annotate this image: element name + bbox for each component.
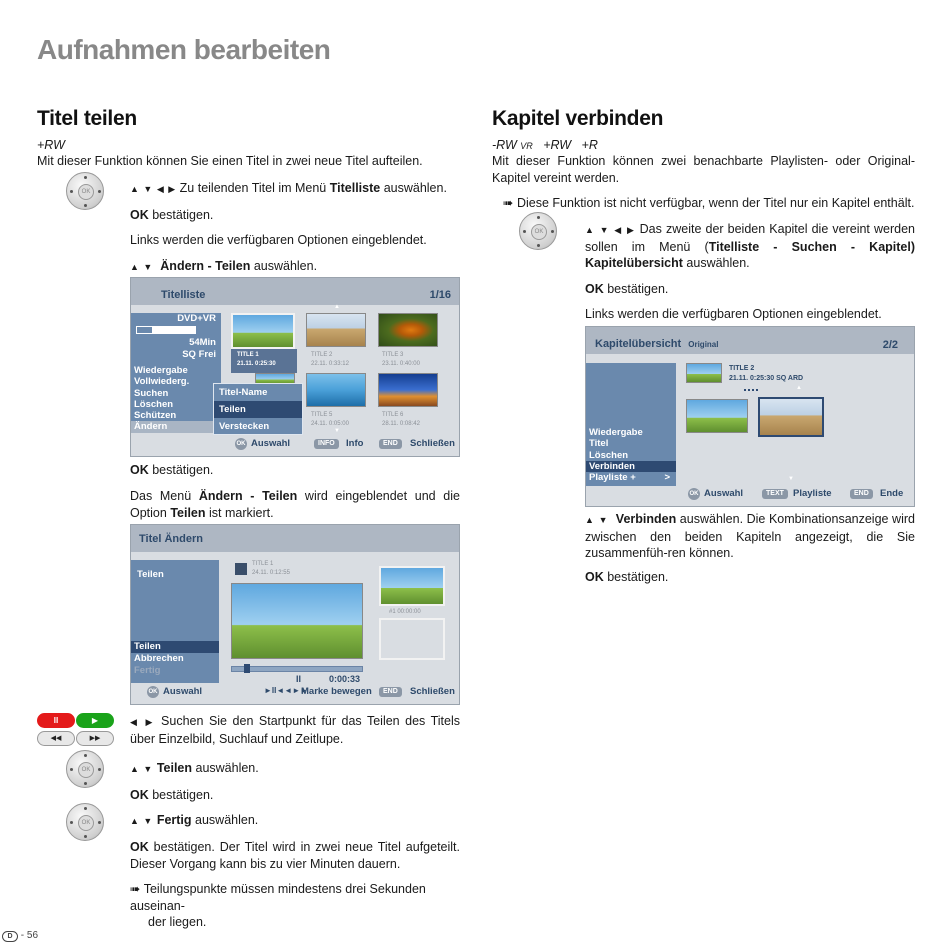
osd-menu-item-selected: Verbinden <box>586 461 676 472</box>
osd-side-panel: Wiedergabe Titel Löschen Verbinden Playliste + > <box>586 363 676 486</box>
ok-button-icon: OK <box>147 686 159 698</box>
osd-menu-item-selected: Ändern <box>131 421 221 432</box>
rewind-button-icon: ◀◀ <box>37 731 75 746</box>
step-ok-r1: OK bestätigen. <box>585 282 669 296</box>
osd-menu-item: Wiedergabe <box>134 365 188 376</box>
page-title: Aufnahmen bearbeiten <box>37 34 331 65</box>
end-key-icon: END <box>379 687 402 697</box>
remote-navigation-knob: OK <box>66 172 104 210</box>
step-select-chapter: ▲ ▼ ◀ ▶ Das zweite der beiden Kapitel die vereint werden sollen im Menü (Titelliste - Suchen - Kapitel) Kapitelübersicht auswählen. <box>585 222 916 270</box>
step-ok-r2: OK bestätigen. <box>585 570 669 584</box>
thumbnail-title-2 <box>306 313 366 347</box>
pause-button-icon: II <box>37 713 75 728</box>
disc-usage-bar <box>136 326 196 334</box>
osd-page: 1/16 <box>429 289 451 301</box>
fast-forward-button-icon: ▶▶ <box>76 731 114 746</box>
step-select-aendern: ▲ ▼ Ändern - Teilen auswählen. <box>130 259 318 273</box>
osd-page: 2/2 <box>882 339 898 351</box>
osd-side-panel: Teilen Teilen Abbrechen Fertig <box>131 560 219 683</box>
step-ok-1: OK bestätigen. <box>130 208 214 222</box>
ok-button-icon: OK <box>235 438 247 450</box>
intro-text: Mit dieser Funktion können Sie einen Titel in zwei neue Titel aufteilen. <box>37 154 423 168</box>
note-arrow-icon: ➠ <box>130 882 141 896</box>
thumbnail-title-1 <box>231 313 295 349</box>
osd-title: Kapitelübersicht Original <box>595 338 719 350</box>
osd-menu-item: Schützen <box>134 410 177 422</box>
format-label: +RW <box>37 138 65 152</box>
seek-text: ◀ ▶ Suchen Sie den Startpunkt für das Teilen des Titels über Einzelbild, Suchlauf und Zeitlupe. <box>130 714 460 746</box>
arrow-keys-icon: ▲ ▼ ◀ ▶ <box>585 225 636 235</box>
up-down-arrows-icon: ▲ ▼ <box>585 515 609 525</box>
step-options-r: Links werden die verfügbaren Optionen eingeblendet. <box>585 307 882 321</box>
text-key-icon: TEXT <box>762 489 788 499</box>
split-thumbnail <box>379 566 445 606</box>
remote-navigation-knob: OK <box>519 212 557 250</box>
arrow-keys-icon: ▲ ▼ ◀ ▶ <box>130 184 177 194</box>
video-preview <box>231 583 363 659</box>
note-arrow-icon: ➠ <box>503 196 514 210</box>
split-thumbnail-empty <box>379 618 445 660</box>
step-options: Links werden die verfügbaren Optionen eingeblendet. <box>130 233 427 247</box>
timeline-bar <box>231 666 363 672</box>
end-key-icon: END <box>850 489 873 499</box>
note-not-available: ➠ Diese Funktion ist nicht verfügbar, wenn der Titel nur ein Kapitel enthält. <box>503 196 915 210</box>
thumbnail-title-3 <box>378 313 438 347</box>
play-button-icon: ▶ <box>76 713 114 728</box>
clapperboard-icon <box>235 563 247 575</box>
step-select-teilen: ▲ ▼ Teilen auswählen. <box>130 761 259 775</box>
final-text: OK bestätigen. Der Titel wird in zwei neue Titel aufgeteilt. Dieser Vorgang kann bis zu vier Minuten dauern. <box>130 840 460 871</box>
step-select-title: ▲ ▼ ◀ ▶ Zu teilenden Titel im Menü Titelliste auswählen. <box>130 181 447 195</box>
osd-submenu-selected: Teilen <box>214 401 302 418</box>
thumbnail-title-5 <box>306 373 366 407</box>
intro-text: Mit dieser Funktion können zwei benachbarte Playlisten- oder Original-Kapitel vereint werden. <box>492 154 915 185</box>
page-footer <box>2 930 38 942</box>
transport-icons: ►II◄◄►► <box>264 686 309 695</box>
osd-menu-item: Löschen <box>134 398 174 410</box>
menu-aendern-text: Das Menü Ändern - Teilen wird eingeblendet und die Option Teilen ist markiert. <box>130 489 460 520</box>
up-down-arrows-icon: ▲ ▼ <box>130 764 154 774</box>
osd-title: Titelliste <box>161 289 206 301</box>
step-select-verbinden: ▲ ▼ Verbinden auswählen. Die Kombinationsanzeige wird zwischen den beiden Kapiteln angezeigt, die Sie zusammenfüh-ren können. <box>585 512 915 560</box>
osd-titel-aendern: Titel Ändern Teilen Teilen Abbrechen Fertig TITLE 1 24.11. 0:12:55 II 0:00:33 #1 00:00:00 OK Auswahl ►II◄◄►► Marke bewegen END Schließen <box>130 524 460 705</box>
osd-menu-item: Vollwiederg. <box>134 376 190 388</box>
info-key-icon: INFO <box>314 439 339 449</box>
page-number: - 56 <box>20 930 39 941</box>
remote-navigation-knob: OK <box>66 750 104 788</box>
osd-menu-item: Suchen <box>134 387 169 399</box>
thumbnail-title-6 <box>378 373 438 407</box>
pause-icon: II <box>296 674 302 684</box>
remote-navigation-knob: OK <box>66 803 104 841</box>
note-split-points: ➠ Teilungspunkte müssen mindestens drei Sekunden auseinan- der liegen. <box>130 882 426 929</box>
format-label: -RW VR +RW +R <box>492 138 598 152</box>
chapter-thumbnail-2 <box>758 397 824 437</box>
chapter-thumbnail-1 <box>686 399 748 433</box>
osd-title: Titel Ändern <box>139 533 203 545</box>
section-heading-titel-teilen: Titel teilen <box>37 107 137 130</box>
osd-kapiteluebersicht: Kapitelübersicht Original 2/2 TITLE 2 21.11. 0:25:30 SQ ARD ▲ Wiedergabe Titel Löschen Verbinden Playliste + > ▼ OK Auswahl TEXT Playliste END Ende <box>585 326 915 507</box>
left-right-arrows-icon: ◀ ▶ <box>130 717 156 727</box>
clip-thumbnail <box>686 363 722 383</box>
end-key-icon: END <box>379 439 402 449</box>
osd-side-panel: DVD+VR 54Min SQ Frei Wiedergabe Vollwiederg. Suchen Löschen Schützen Ändern <box>131 313 221 433</box>
step-ok-3: OK bestätigen. <box>130 788 214 802</box>
step-ok-2: OK bestätigen. <box>130 463 214 477</box>
osd-submenu: Titel-Name Teilen Verstecken <box>213 383 303 435</box>
language-badge-icon: D <box>2 931 18 942</box>
up-down-arrows-icon: ▲ ▼ <box>130 262 154 272</box>
ok-button-icon: OK <box>688 488 700 500</box>
timeline-marker <box>244 664 250 673</box>
up-down-arrows-icon: ▲ ▼ <box>130 816 154 826</box>
osd-menu-item-selected: Teilen <box>131 641 219 653</box>
section-heading-kapitel-verbinden: Kapitel verbinden <box>492 107 664 130</box>
step-select-fertig: ▲ ▼ Fertig auswählen. <box>130 813 259 827</box>
osd-titelliste: Titelliste 1/16 DVD+VR 54Min SQ Frei Wiedergabe Vollwiederg. Suchen Löschen Schützen Ändern TITLE 1 21.11. 0:25:30 ▲ TITLE 2 22.11. 0:33:12 TITLE 3 23.11. 0:40:00 TITLE 5 24.11. 0:05:00 TITLE 6 28.11. 0:08:42 ▼ Titel-Name Teilen Verstecken OK Auswahl INFO Info END Schließen <box>130 277 460 457</box>
time-display: 0:00:33 <box>329 674 361 684</box>
